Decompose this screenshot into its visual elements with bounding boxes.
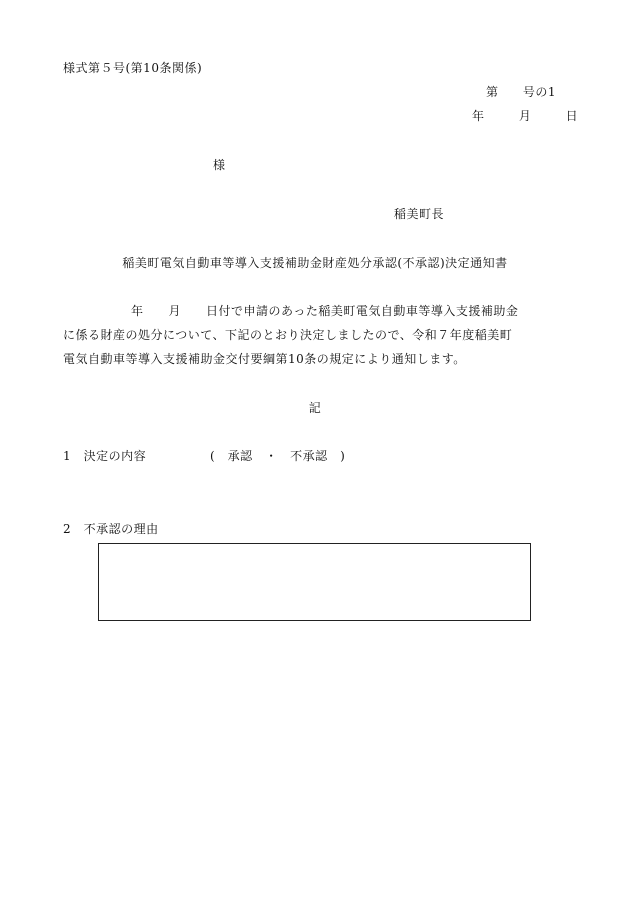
form-number: 様式第５号(第10条関係) [63,61,203,75]
decision-options: ( 承認 ・ 不承認 ) [210,449,346,463]
document-number: 第 号の1 [486,85,556,99]
date-line: 年 月 日 [472,109,579,123]
ki-heading: 記 [308,401,322,415]
body-line-3: 電気自動車等導入支援補助金交付要綱第10条の規定により通知します。 [63,352,466,366]
rejection-reason-box [98,543,531,621]
body-line-2: に係る財産の処分について、下記のとおり決定しましたので、令和７年度稲美町 [63,328,513,342]
sender: 稲美町長 [394,207,445,221]
document-title: 稲美町電気自動車等導入支援補助金財産処分承認(不承認)決定通知書 [122,256,508,270]
addressee: 様 [213,158,226,172]
body-line-1: 年 月 日付で申請のあった稲美町電気自動車等導入支援補助金 [131,304,519,318]
decision-content-label: 1 決定の内容 [63,449,147,463]
rejection-reason-label: 2 不承認の理由 [63,522,159,536]
